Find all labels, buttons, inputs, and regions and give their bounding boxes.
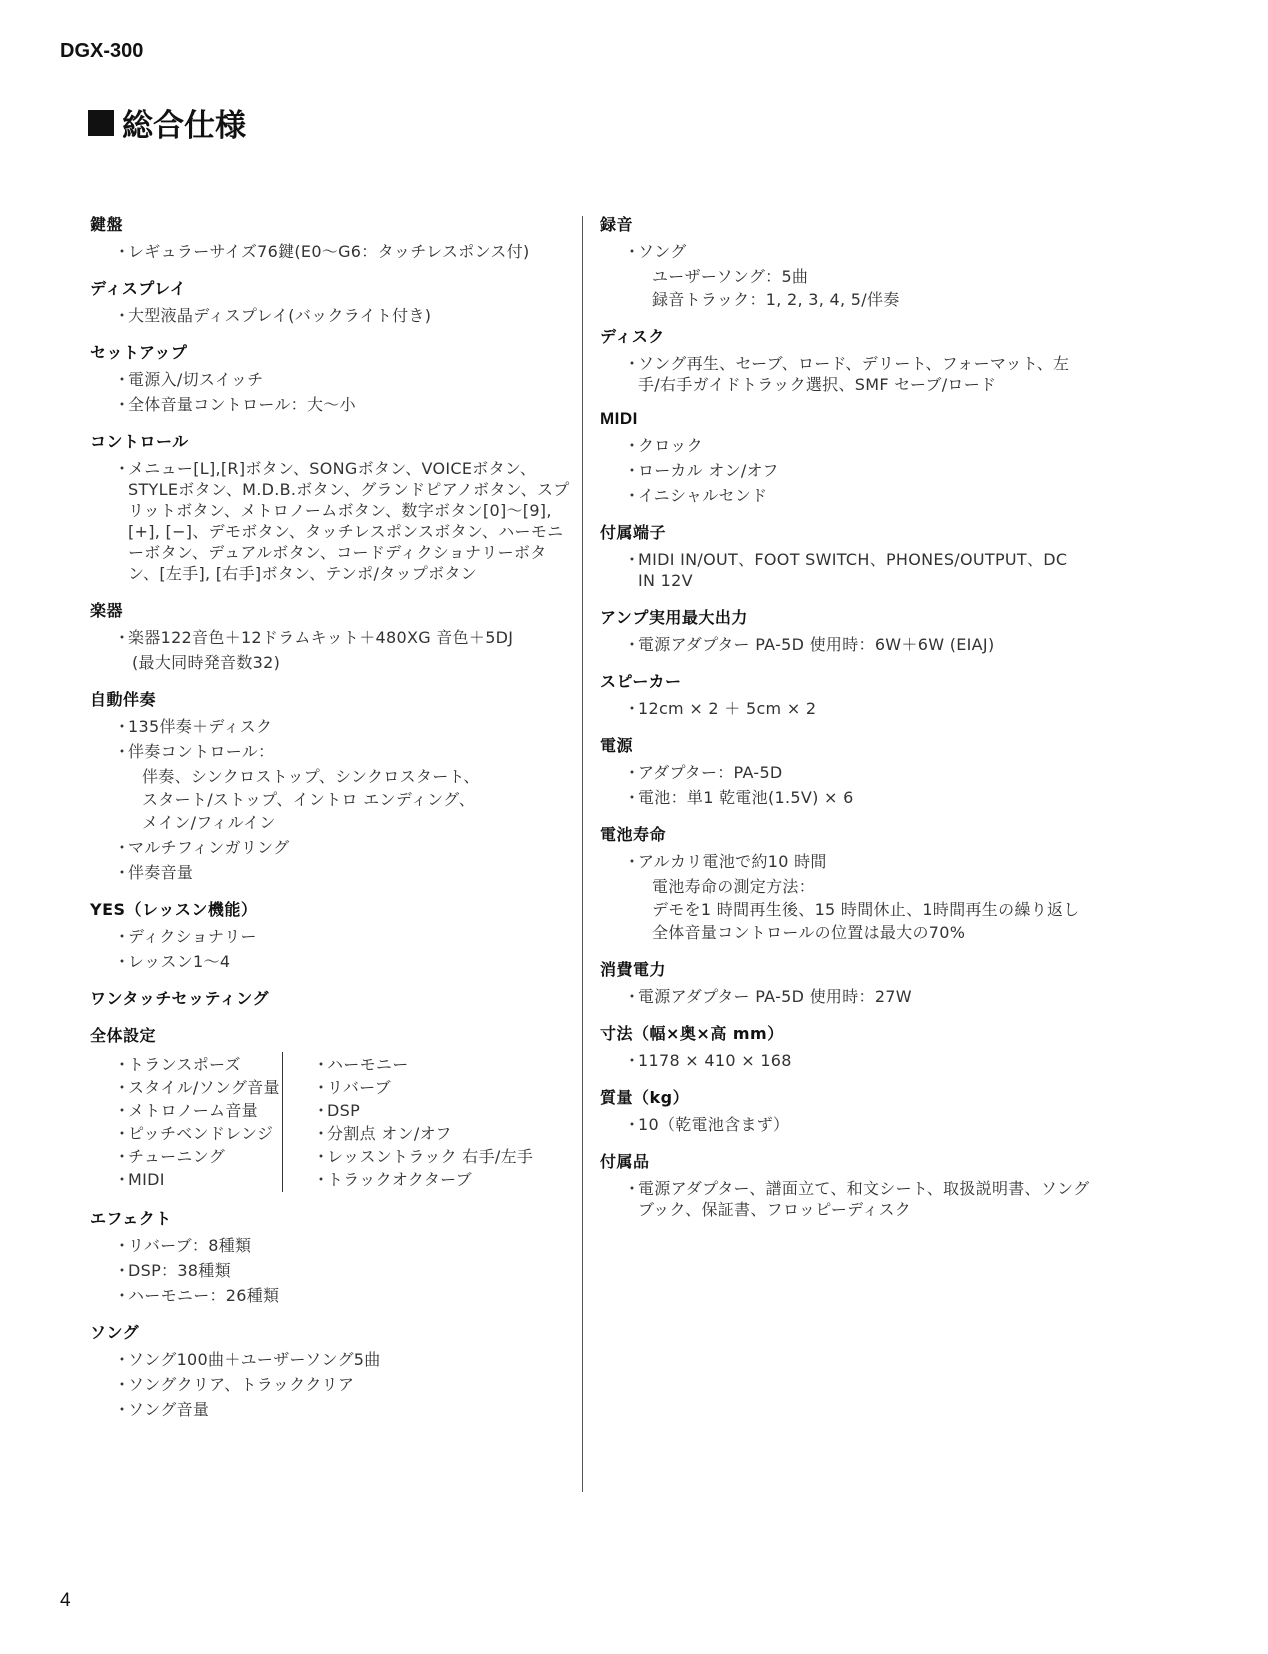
model-name: DGX-300 bbox=[60, 40, 144, 62]
list-item: ・電源アダプター PA-5D 使用時：6W＋6W (EIAJ) bbox=[624, 635, 995, 654]
list-item: ・マルチフィンガリング bbox=[114, 838, 290, 857]
section-control bbox=[90, 429, 570, 584]
list-item: ・大型液晶ディスプレイ(バックライト付き) bbox=[114, 306, 432, 325]
page-title-text: 総合仕様 bbox=[122, 108, 246, 144]
section-power bbox=[600, 733, 1090, 808]
section-heading: エフェクト bbox=[90, 1209, 172, 1228]
left-column bbox=[90, 212, 570, 1434]
list-item: ・DSP bbox=[313, 1101, 361, 1120]
list-item: ・レッスントラック 右手/左手 bbox=[313, 1147, 534, 1166]
section-heading: MIDI bbox=[600, 409, 638, 428]
section-heading: スピーカー bbox=[600, 672, 682, 691]
list-item: ・分割点 オン/オフ bbox=[313, 1124, 452, 1143]
list-item: ・135伴奏＋ディスク bbox=[114, 717, 273, 736]
list-item: ・リバーブ：8種類 bbox=[114, 1236, 252, 1255]
section-voices bbox=[90, 598, 570, 673]
section-consumption bbox=[600, 957, 1090, 1007]
section-auto-accompaniment bbox=[90, 687, 570, 883]
section-heading: ディスク bbox=[600, 327, 665, 346]
section-heading: セットアップ bbox=[90, 343, 188, 362]
list-item: ・電源アダプター、譜面立て、和文シート、取扱説明書、ソングブック、保証書、フロッピーディスク bbox=[624, 1179, 1090, 1219]
section-speakers bbox=[600, 669, 1090, 719]
function-columns bbox=[90, 1052, 570, 1192]
list-subitem: スタート/ストップ、イントロ エンディング、 bbox=[142, 790, 476, 809]
section-recording bbox=[600, 212, 1090, 310]
section-heading: 付属品 bbox=[600, 1152, 650, 1171]
list-item: ・ピッチベンドレンジ bbox=[114, 1124, 274, 1143]
list-item: ・電源入/切スイッチ bbox=[114, 370, 264, 389]
section-heading: 質量（kg） bbox=[600, 1088, 690, 1107]
list-item: ・レッスン1〜4 bbox=[114, 952, 231, 971]
list-item: ・電源アダプター PA-5D 使用時：27W bbox=[624, 987, 912, 1006]
title-square-icon bbox=[88, 110, 114, 136]
section-heading: 消費電力 bbox=[600, 960, 667, 979]
list-item: ・12cm × 2 ＋ 5cm × 2 bbox=[624, 699, 817, 718]
list-item: ・ハーモニー bbox=[313, 1055, 409, 1074]
list-item: ・レギュラーサイズ76鍵(E0〜G6：タッチレスポンス付) bbox=[114, 242, 530, 261]
list-subitem: 伴奏、シンクロストップ、シンクロスタート、 bbox=[142, 767, 480, 786]
section-heading: 寸法（幅×奥×高 mm） bbox=[600, 1024, 784, 1043]
list-subitem: (最大同時発音数32) bbox=[132, 653, 281, 672]
list-item: ・DSP：38種類 bbox=[114, 1261, 231, 1280]
list-item: ・ソング bbox=[624, 242, 687, 261]
list-item: ・伴奏コントロール： bbox=[114, 742, 275, 761]
section-heading: 電源 bbox=[600, 736, 634, 755]
section-amplifier bbox=[600, 605, 1090, 655]
list-item: ・MIDI bbox=[114, 1170, 165, 1189]
section-heading: 楽器 bbox=[90, 601, 124, 620]
section-heading: 自動伴奏 bbox=[90, 690, 157, 709]
page-number: 4 bbox=[60, 1590, 71, 1611]
page-title bbox=[88, 100, 246, 145]
list-item: ・チューニング bbox=[114, 1147, 226, 1166]
section-heading: ディスプレイ bbox=[90, 279, 187, 298]
section-yes bbox=[90, 897, 570, 972]
section-heading: ソング bbox=[90, 1323, 140, 1342]
section-battery-life bbox=[600, 822, 1090, 943]
section-heading: ワンタッチセッティング bbox=[90, 989, 269, 1008]
list-item: ・電池：単1 乾電池(1.5V) × 6 bbox=[624, 788, 854, 807]
section-function bbox=[90, 1023, 570, 1192]
section-midi bbox=[600, 409, 1090, 506]
list-item: ・メトロノーム音量 bbox=[114, 1101, 258, 1120]
section-heading: 鍵盤 bbox=[90, 215, 124, 234]
section-heading: YES（レッスン機能） bbox=[90, 900, 258, 919]
list-item: ・MIDI IN/OUT、FOOT SWITCH、PHONES/OUTPUT、DC IN 12V bbox=[624, 550, 1068, 590]
section-weight bbox=[600, 1085, 1090, 1135]
list-item: ・メニュー[L],[R]ボタン、SONGボタン、VOICEボタン、STYLEボタン、M.D.B.ボタン、グランドピアノボタン、スプリットボタン、メトロノームボタン、数字ボタン[0]〜[9], [+], [−]、デモボタン、タッチレスポンスボタン、ハーモニーボタン、デュアルボタン、コードディクショナリーボタン、[左手], [右手]ボタン、テンポ/タップボタン bbox=[114, 459, 570, 583]
list-item: ・全体音量コントロール：大〜小 bbox=[114, 395, 356, 414]
section-one-touch bbox=[90, 986, 570, 1009]
function-column-1 bbox=[90, 1052, 283, 1192]
list-item: ・イニシャルセンド bbox=[624, 486, 768, 505]
list-item: ・ディクショナリー bbox=[114, 927, 257, 946]
section-heading: 付属端子 bbox=[600, 523, 667, 542]
list-item: ・スタイル/ソング音量 bbox=[114, 1078, 280, 1097]
list-item: ・アルカリ電池で約10 時間 bbox=[624, 852, 827, 871]
list-item: ・10（乾電池含まず） bbox=[624, 1115, 790, 1134]
section-accessories bbox=[600, 1149, 1090, 1220]
section-songs bbox=[90, 1320, 570, 1420]
list-subitem: ユーザーソング：5曲 bbox=[652, 267, 809, 286]
list-item: ・アダプター：PA-5D bbox=[624, 763, 783, 782]
section-heading: コントロール bbox=[90, 432, 189, 451]
function-column-2 bbox=[283, 1052, 533, 1192]
list-subitem: 全体音量コントロールの位置は最大の70% bbox=[652, 923, 966, 942]
list-item: ・ソングクリア、トラッククリア bbox=[114, 1375, 355, 1394]
list-item: ・リバーブ bbox=[313, 1078, 391, 1097]
section-disk bbox=[600, 324, 1090, 395]
section-heading: 録音 bbox=[600, 215, 634, 234]
section-heading: 電池寿命 bbox=[600, 825, 667, 844]
right-column bbox=[600, 212, 1090, 1234]
list-item: ・ソング100曲＋ユーザーソング5曲 bbox=[114, 1350, 381, 1369]
section-effects bbox=[90, 1206, 570, 1306]
list-subitem: 録音トラック：1, 2, 3, 4, 5/伴奏 bbox=[652, 290, 900, 309]
section-heading: 全体設定 bbox=[90, 1026, 157, 1045]
list-item: ・ローカル オン/オフ bbox=[624, 461, 779, 480]
column-divider bbox=[582, 216, 583, 1492]
section-setup bbox=[90, 340, 570, 415]
list-subitem: メイン/フィルイン bbox=[142, 813, 276, 832]
list-subitem: 電池寿命の測定方法： bbox=[652, 877, 816, 896]
list-subitem: デモを1 時間再生後、15 時間休止、1時間再生の繰り返し bbox=[652, 900, 1080, 919]
list-item: ・ソング音量 bbox=[114, 1400, 210, 1419]
section-display bbox=[90, 276, 570, 326]
list-item: ・トラックオクターブ bbox=[313, 1170, 472, 1189]
list-item: ・ソング再生、セーブ、ロード、デリート、フォーマット、左手/右手ガイドトラック選択、SMF セーブ/ロード bbox=[624, 354, 1070, 394]
list-item: ・ハーモニー：26種類 bbox=[114, 1286, 280, 1305]
list-item: ・クロック bbox=[624, 436, 703, 455]
section-jacks bbox=[600, 520, 1090, 591]
section-heading: アンプ実用最大出力 bbox=[600, 608, 748, 627]
list-item: ・楽器122音色＋12ドラムキット＋480XG 音色＋5DJ bbox=[114, 628, 514, 647]
section-keyboard bbox=[90, 212, 570, 262]
list-item: ・伴奏音量 bbox=[114, 863, 194, 882]
section-dimensions bbox=[600, 1021, 1090, 1071]
list-item: ・1178 × 410 × 168 bbox=[624, 1051, 792, 1070]
list-item: ・トランスポーズ bbox=[114, 1055, 241, 1074]
